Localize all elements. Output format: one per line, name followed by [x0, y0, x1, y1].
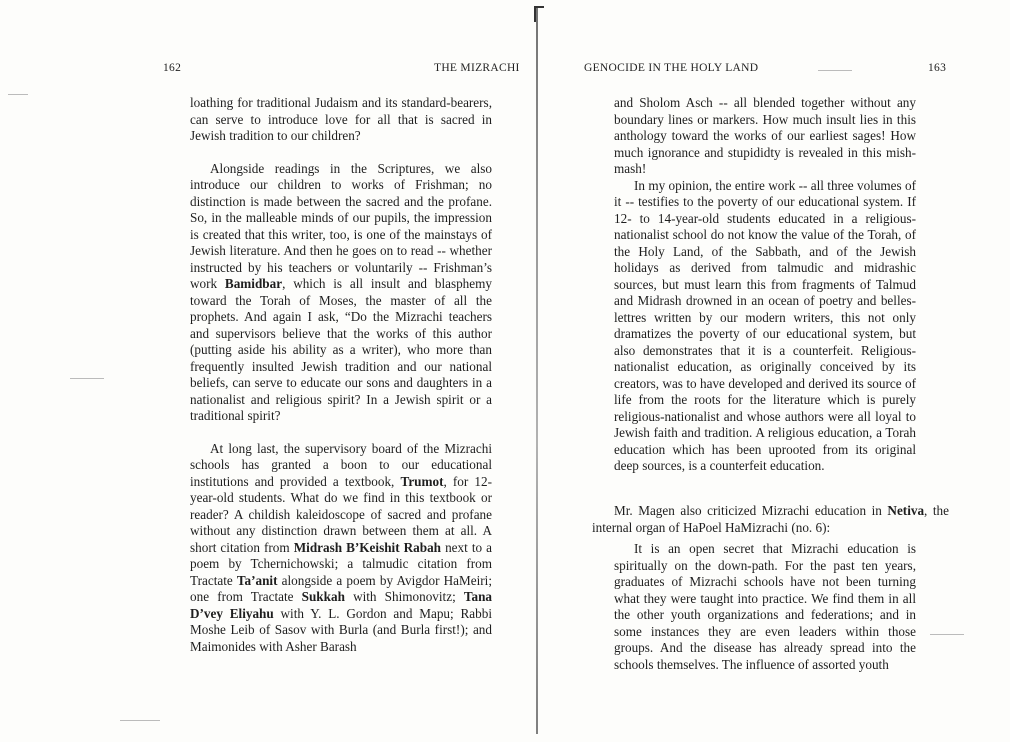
book-title: Trumot [400, 473, 444, 489]
running-head-left: THE MIZRACHI [434, 62, 520, 74]
intro-sentence [592, 503, 949, 536]
paragraph: loathing for traditional Judaism and its standard-bearers, can serve to introduce love for all that is sacred in Jewish tradition to our children? [190, 95, 492, 143]
paragraph: and Sholom Asch -- all blended together without any boundary lines or markers. How much insult lies in this anthology toward the works of our earliest sages! How much ignorance and stupididty is revealed in this mish-mash! [614, 95, 916, 176]
scan-speck [70, 378, 104, 379]
paragraph: It is an open secret that Mizrachi education is spiritually on the down-path. For the past ten years, graduates of Mizrachi schools have not been turning what they were taught into practice. We find them in all the other youth organizations and federations; and in some instances they are even leaders within those groups. And the disease has already spread into the schools themselves. The influence of assorted youth [614, 541, 916, 672]
right-page [537, 0, 1010, 742]
book-title: Sukkah [301, 589, 345, 604]
running-head-right: GENOCIDE IN THE HOLY LAND [584, 62, 759, 74]
book-title: Tana D’vey Eliyahu [190, 589, 492, 621]
block-quote [614, 541, 916, 673]
book-title: Ta’anit [236, 572, 278, 588]
page-number-right: 163 [928, 62, 947, 74]
right-text-block [614, 95, 916, 475]
paragraph: At long last, the supervisory board of the Mizrachi schools has granted a boon to our educational institutions and provided a textbook, Trumot, for 12-year-old students. What do we find in this textbook or reader? A childish kaleidoscope of sacred and profane without any distinction drawn between them at all. A short citation from Midrash B’Keishit Rabah next to a poem by Tchernichowski; a talmudic citation from Tractate Ta’anit alongside a poem by Avigdor HaMeiri; one from Tractate Sukkah with Shimonovitz; Tana D’vey Eliyahu with Y. L. Gordon and Mapu; Rabbi Moshe Leib of Sasov with Burla (and Burla first!); and Maimonides with Asher Barash [190, 440, 492, 654]
book-title: Bamidbar [224, 276, 283, 291]
scan-speck [8, 94, 28, 95]
left-text-block [190, 95, 492, 655]
scan-speck [120, 720, 160, 721]
scan-speck [930, 634, 964, 635]
paragraph: Alongside readings in the Scriptures, we also introduce our children to works of Frishman; no distinction is made between the sacred and the profane. So, in the malleable minds of our pupils, the impression is created that this writer, too, is one of the mainstays of Jewish literature. And then he goes on to read -- whether instructed by his teachers or voluntarily -- Frishman’s work Bamidbar, which is all insult and blasphemy toward the Torah of Moses, the master of all the prophets. And again I ask, “Do the Mizrachi teachers and supervisors believe that the works of this author (putting aside his ability as a writer), who more than frequently insulted Jewish tradition and our national beliefs, can serve to educate our sons and daughters in a nationalist and religious spirit? In a Jewish spirit or a traditional spirit? [190, 160, 492, 423]
paragraph: Mr. Magen also criticized Mizrachi education in Netiva, the internal organ of HaPoel HaMizrachi (no. 6): [592, 503, 949, 535]
publication-title: Netiva [887, 503, 925, 518]
page-number-left: 162 [163, 62, 182, 74]
paragraph: In my opinion, the entire work -- all three volumes of it -- testifies to the poverty of our educational system. If 12- to 14-year-old students educated in a religious-nationalist school do not know the value of the Torah, of the Holy Land, of the Sabbath, and of the Jewish holidays as derived from talmudic and midrashic sources, but must learn this from fragments of Talmud and Midrash drowned in an ocean of poetry and belles-lettres written by our modern writers, this not only dramatizes the poverty of our educational system, but also demonstrates that it is a counterfeit. Religious-nationalist education, as originally conceived by its creators, was to have developed and derived its source of life from the roots for the literature which is purely religious-nationalist and whose authors were all loyal to Jewish faith and tradition. A religious education, a Torah education which has been uprooted from its original deep sources, is a counterfeit education. [614, 177, 916, 473]
book-title: Midrash B’Keishit Rabah [293, 539, 442, 555]
scan-speck [818, 70, 852, 71]
